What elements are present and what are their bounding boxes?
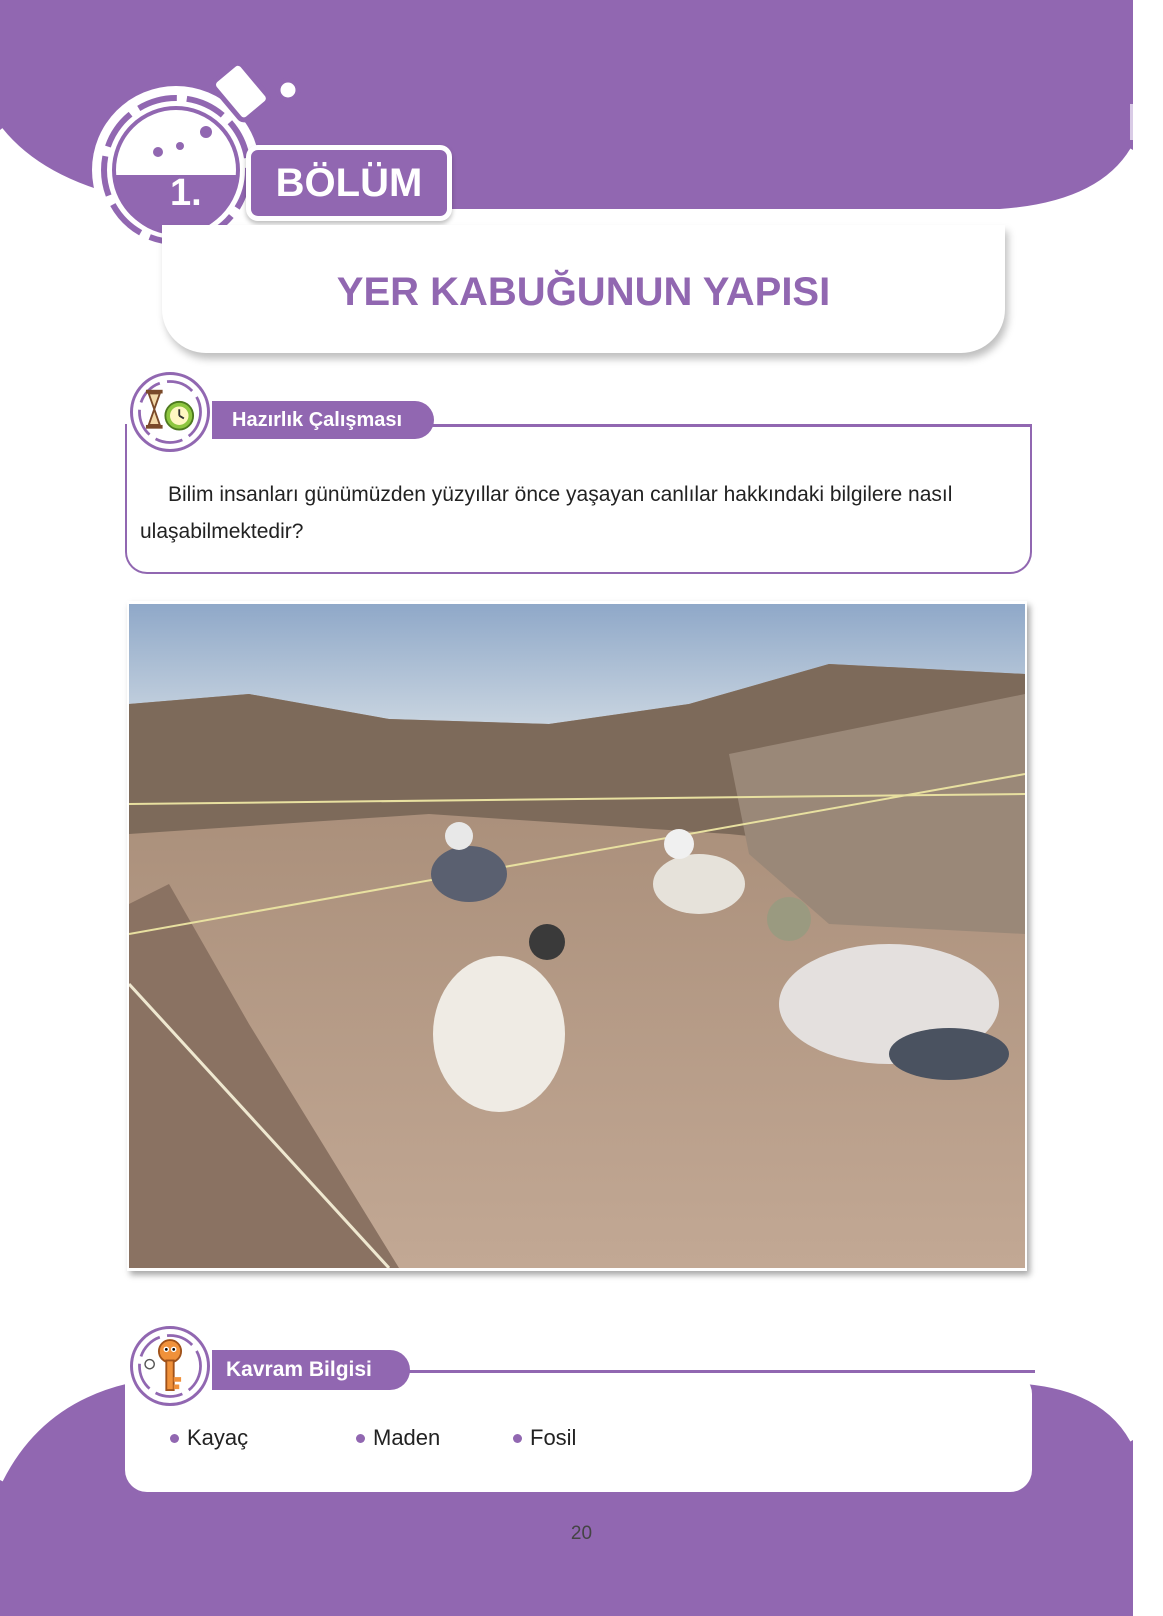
concept-term-label: Kayaç — [187, 1425, 249, 1450]
page-edge — [1133, 0, 1163, 1616]
concept-term-label: Maden — [373, 1425, 441, 1450]
bullet-dot — [170, 1434, 179, 1443]
hourglass-clock-icon — [130, 372, 210, 452]
page-title: YER KABUĞUNUN YAPISI — [336, 270, 831, 314]
concepts-box-border — [395, 1370, 1035, 1373]
concepts-box — [125, 1372, 1032, 1492]
concept-term-label: Fosil — [530, 1425, 577, 1450]
page-number: 20 — [570, 1523, 593, 1544]
concept-term — [513, 1425, 576, 1451]
concepts-heading: Kavram Bilgisi — [212, 1350, 410, 1390]
concept-term — [170, 1425, 248, 1451]
excavation-photo — [129, 604, 1025, 1268]
concept-term — [356, 1425, 440, 1451]
chapter-number: 1. — [170, 172, 202, 214]
preparation-box-border — [420, 424, 1032, 427]
chapter-label: BÖLÜM — [246, 145, 452, 221]
preparation-question: Bilim insanları günümüzden yüzyıllar önce yaşayan canlılar hakkındaki bilgilere nasıl ulaşabilmektedir? — [140, 483, 953, 543]
bullet-dot — [513, 1434, 522, 1443]
preparation-heading: Hazırlık Çalışması — [212, 401, 434, 439]
bullet-dot — [356, 1434, 365, 1443]
key-character-icon — [130, 1326, 210, 1406]
